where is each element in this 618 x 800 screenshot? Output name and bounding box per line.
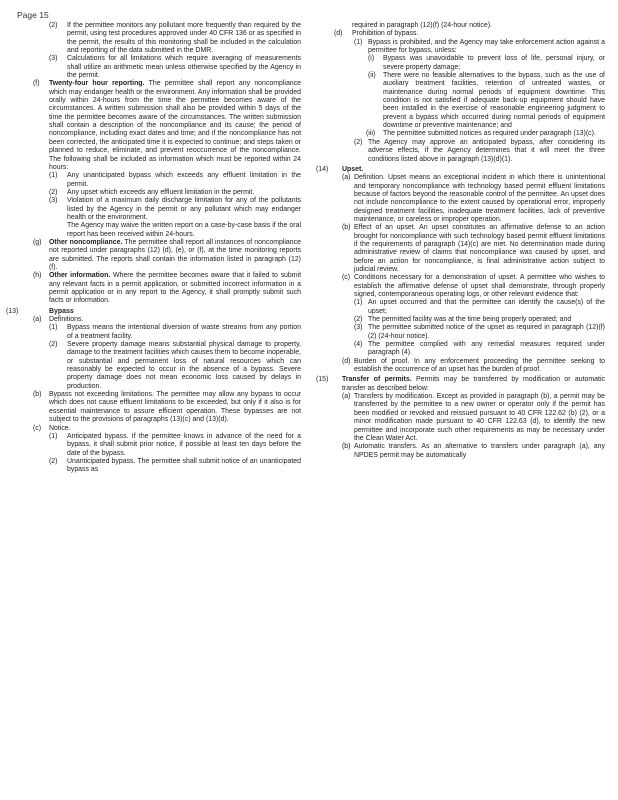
right-column [316, 22, 605, 460]
para-14-d [316, 358, 605, 375]
para-label: (2) [49, 341, 58, 349]
para-13-a [33, 316, 301, 324]
para-text: Automatic transfers. As an alternative to transfers under paragraph (a), any NPDES permit may be automatically [354, 443, 605, 459]
para-heading: Other noncompliance. [49, 238, 123, 246]
para-13-a-1 [33, 324, 301, 341]
para-text: The permittee submitted notices as required under paragraph (13)(c). [383, 130, 596, 138]
para-text: The permitted facility was at the time being properly operated; and [368, 316, 572, 324]
para-label: (3) [49, 197, 58, 205]
section-13-heading [6, 307, 301, 316]
para-label: (3) [354, 324, 363, 332]
section-heading: Upset. [342, 165, 364, 173]
para-13-d-1-i [316, 55, 605, 72]
section-label: (15) [316, 376, 329, 384]
para-13-d-2 [316, 139, 605, 164]
para-text: Calculations for all limitations which require averaging of measurements shall utilize an arithmetic mean unless otherwise specified by the Agency in the permit. [67, 55, 301, 80]
para-text: Any unanticipated bypass which exceeds any effluent limitation in the permit. [67, 172, 301, 188]
para-14-c-2 [316, 316, 605, 324]
para-14-a [316, 174, 605, 224]
para-12-f-3 [33, 197, 301, 222]
para-text: Where the permittee becomes aware that it failed to submit any relevant facts in a permit application, or submitted incorrect information in a permit application or in any report to the Agency, it shall promptly submit such facts or information. [49, 272, 302, 305]
para-12-e-2 [33, 22, 301, 55]
para-13-d-1-iii [316, 130, 605, 138]
para-text: The permittee submitted notice of the upset as required in paragraph (12)(f)(2) (24-hour notice). [368, 324, 605, 340]
para-label: (2) [354, 138, 363, 146]
para-heading: Other information. [49, 272, 111, 280]
para-13-a-2 [33, 341, 301, 391]
section-14-heading [316, 166, 605, 174]
para-12-g [33, 239, 301, 272]
para-text: If the permittee monitors any pollutant more frequently than required by the permit, using test procedures approved under 40 CFR 136 or as specified in the permit, the results of this monitoring shall be included in the calculation and reporting of the data submitted in the DMR. [67, 22, 301, 55]
para-text: An upset occurred and that the permittee can identify the cause(s) of the upset; [368, 299, 605, 315]
para-15-a [316, 393, 605, 443]
para-12-f-2 [33, 189, 301, 197]
para-text: Bypass not exceeding limitations. The permittee may allow any bypass to occur which does not cause effluent limitations to be exceeded, but only if it also is for essential maintenance to assure efficient operation. These bypasses are not subject to the provisions of paragraphs (13)(c) and (13)(d). [49, 391, 301, 424]
para-12-f [33, 80, 301, 172]
para-label: (a) [342, 393, 351, 401]
page-number: Page 15 [17, 10, 49, 20]
para-text: Unanticipated bypass. The permittee shall submit notice of an unanticipated bypass as [67, 457, 301, 474]
para-text: Violation of a maximum daily discharge limitation for any of the pollutants listed by the Agency in the permit or any pollutant which may endanger health or the environment. [67, 197, 301, 221]
section-label: (14) [316, 165, 329, 173]
section-15 [316, 376, 605, 393]
para-text: Severe property damage means substantial physical damage to property, damage to the treatment facilities which causes them to become inoperable, or substantial and permanent loss of natural resources which can reasonably be expected to occur in the absence of a bypass. Severe property damage does not mean economic loss caused by delays in production. [67, 341, 301, 390]
para-text: Bypass was unavoidable to prevent loss of life, personal injury, or severe property damage; [383, 55, 605, 71]
para-text: Bypass means the intentional diversion of waste streams from any portion of a treatment facility. [67, 324, 301, 340]
para-label: (d) [334, 30, 343, 38]
para-14-c-4 [316, 341, 605, 358]
para-13-c [33, 425, 301, 433]
para-text: Any upset which exceeds any effluent limitation in the permit. [67, 188, 255, 196]
para-12-e-3 [33, 55, 301, 80]
para-13-c-2-continued: required in paragraph (12)(f) (24-hour notice). [352, 22, 492, 29]
left-column [6, 22, 302, 475]
para-text: Prohibition of bypass. [352, 30, 419, 38]
para-text: The permittee shall report any noncompliance which may endanger health or the environment. Any information shall be provided orally within 24-hours from the time the permittee becomes aware of the circumstances. A written submission shall also be provided within 5 days of the time the permittee becomes aware of the circumstances. The written submission shall contain a description of the noncompliance and its cause; the period of noncompliance, including exact dates and time; and if the noncompliance has not been corrected, the anticipated time it is expected to continue; and steps taken or planned to reduce, eliminate, and prevent reoccurrence of the noncompliance. The following shall be included as information which must be reported within 24 hours: [49, 80, 301, 171]
para-15-b [316, 443, 605, 460]
para-label: (2) [354, 316, 363, 324]
para-label: (ii) [368, 72, 376, 80]
para-heading: Twenty-four hour reporting. [49, 80, 145, 88]
para-14-c-1 [316, 299, 605, 316]
para-label: (g) [33, 238, 42, 246]
para-14-b [316, 224, 605, 274]
para-label: (3) [49, 55, 58, 63]
para-label: (2) [49, 22, 58, 29]
para-text: Notice. [49, 424, 71, 432]
para-12-f-1 [33, 172, 301, 189]
para-13-c-2 [33, 458, 301, 475]
para-14-c [316, 274, 605, 299]
section-label: (13) [6, 307, 19, 315]
para-label: (2) [49, 457, 58, 465]
para-label: (1) [49, 432, 58, 440]
section-heading: Transfer of permits. [342, 376, 412, 384]
para-label: (a) [342, 174, 351, 182]
para-label: (c) [342, 274, 351, 282]
para-label: (b) [342, 224, 351, 232]
para-12-h [33, 272, 301, 305]
para-label: (i) [368, 55, 375, 63]
para-label: (a) [33, 316, 42, 324]
para-text: The permittee complied with any remedial measures required under paragraph (4). [368, 341, 605, 357]
para-label: (h) [33, 272, 42, 280]
para-text: Permits may be transferred by modification or automatic transfer as described below: [342, 376, 605, 392]
para-13-d-1 [316, 39, 605, 56]
para-label: (1) [49, 324, 58, 332]
para-13-d [316, 30, 605, 38]
para-text: There were no feasible alternatives to the bypass, such as the use of auxiliary treatment facilities, retention of untreated wastes, or maintenance during normal periods of equipment downtime. This condition is not satisfied if adequate back-up equipment should have been installed in the exercise of reasonable engineering judgment to prevent a bypass which occurred during normal periods of equipment downtime or preventive maintenance; and [383, 72, 605, 130]
para-text: The permittee shall report all instances of noncompliance not reported under paragraphs (12) (d), (e), or (f), at the time monitoring reports are submitted. The reports shall contain the information listed in paragraph (12) (f). [49, 238, 301, 271]
para-label: (1) [49, 172, 58, 180]
para-text: Transfers by modification. Except as provided in paragraph (b), a permit may be transferred by the permittee to a new owner or operator only if the permit has been modified or revoked and reissued pursuant to 40 CFR 122.62 (b) (2), or a minor modification made pursuant to 40 CFR 122.63 (d), to identify the new permittee and incorporate such other requirements as may be necessary under the Clean Water Act. [354, 393, 605, 442]
para-13-c-1 [33, 433, 301, 458]
para-label: (1) [354, 38, 363, 46]
para-13-d-1-ii [316, 72, 605, 130]
para-label: (b) [33, 391, 42, 399]
para-text: Definition. Upset means an exceptional incident in which there is unintentional and temporary noncompliance with technology based permit effluent limitations because of factors beyond the reasonable control of the permittee. An upset does not include noncompliance to the extent caused by operational error, improperly designed treatment facilities, inadequate treatment facilities, lack of preventive maintenance, or careless or improper operation. [354, 174, 605, 223]
para-label: (f) [33, 80, 40, 88]
para-label: (1) [354, 299, 363, 307]
para-label: (4) [354, 341, 363, 349]
para-text: Anticipated bypass. If the permittee knows in advance of the need for a bypass, it shall submit prior notice, if possible at least ten days before the date of the bypass. [67, 432, 301, 457]
para-text: Burden of proof. In any enforcement proceeding the permittee seeking to establish the occurrence of an upset has the burden of proof. [354, 357, 605, 374]
para-label: (c) [33, 424, 42, 432]
para-text: The Agency may approve an anticipated bypass, after considering its adverse effects, if the Agency determines that it will meet the three conditions listed above in paragraph (13)(d)(1). [368, 138, 605, 163]
para-12-f-waiver: The Agency may waive the written report on a case-by-case basis if the oral report has been received within 24-hours. [67, 222, 301, 238]
para-14-c-3 [316, 324, 605, 341]
para-label: (2) [49, 188, 58, 196]
section-heading: Bypass [49, 307, 74, 315]
para-label: (b) [342, 443, 351, 451]
para-13-b [33, 391, 301, 424]
para-label: (d) [342, 357, 351, 365]
para-text: Conditions necessary for a demonstration of upset. A permittee who wishes to establish the affirmative defense of upset shall demonstrate, through properly signed, contemporaneous operating logs, or other relevant evidence that: [354, 274, 605, 298]
para-text: Definitions. [49, 316, 84, 324]
para-text: Bypass is prohibited, and the Agency may take enforcement action against a permittee for bypass, unless: [368, 38, 605, 55]
para-text: Effect of an upset. An upset constitutes an affirmative defense to an action brought for noncompliance with such technology based permit effluent limitations if the requirements of paragraph (14)(c) are met. No determination made during administrative review of claims that noncompliance was caused by upset, and before an action for noncompliance, is final administrative action subject to judicial review. [354, 224, 605, 273]
para-label: (iii) [366, 130, 376, 138]
